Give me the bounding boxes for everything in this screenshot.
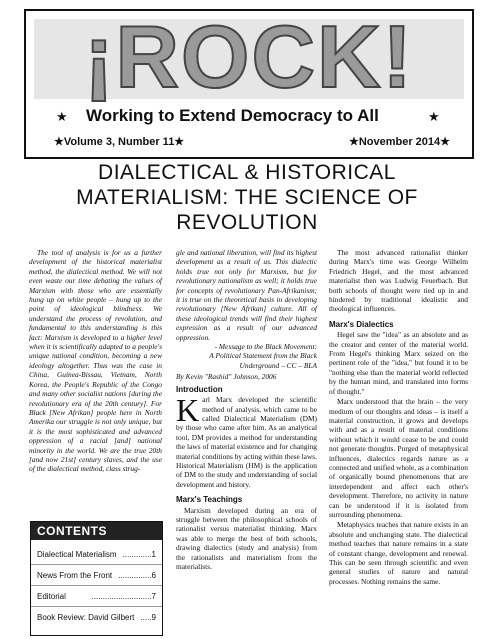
toc-page: ...........................7 [91,591,156,601]
column-1 [29,248,162,474]
toc-entry[interactable] [31,585,162,606]
epigraph-attribution: A Political Statement from the Black [209,351,317,361]
paragraph: Hegel saw the "idea" as an absolute and as the creator and center of the material world. From Hegel's thinking Marx seized on the pertinent role of the "idea," but found it to be "nothing else than the material world reflected by the human mind, and translated into forms of thought." [329,330,468,396]
issue-volume: ★Volume 3, Number 11★ [54,136,185,148]
column-3 [329,248,468,587]
toc-entry[interactable] [31,606,162,627]
issue-date: ★November 2014★ [348,136,450,148]
intro-paragraph [176,392,318,489]
toc-entry[interactable] [31,564,162,585]
toc-page: .............1 [122,549,156,559]
section-heading: Introduction [176,384,223,394]
byline: By Kevin "Rashid" Johnson, 2006 [176,372,277,382]
paragraph: The most advanced rationalist thinker during Marx's time was George Wilhelm Friedrich Hegel, and the most advanced materialist then was Ludwig Feuerbach. But both schools of thought were tied up in and hindered by traditional idealistic and theological influences. [329,248,468,314]
toc-page: ...............6 [118,570,156,580]
star-icon: ★ [56,109,68,124]
logo-box [34,7,464,106]
section-heading: Marx's Dialectics [329,319,394,329]
toc-label: Book Review: David Gilbert [37,612,135,622]
epigraph-continued: gle and national liberation, will find its highest development as a result of us. This dialectic holds true not only for Marxism, but for revolutionary nationalism as well; it holds true for concepts of revolutionary Pan-Afrikanism; it is true on the theoretical basis in developing revolutionary [New Afrikan] culture. All of these ideological trends will find their highest expression as a result of our advanced oppression. [176,248,317,342]
toc-label: News From the Front [37,570,113,580]
article-headline [20,160,474,235]
toc-page: .....9 [140,612,156,622]
masthead [24,9,474,159]
newsletter-logo: ¡ROCK! [84,7,414,106]
star-icon: ★ [428,109,440,124]
intro-text: arl Marx developed the scientific method of analysis, which came to be called Dialectical Materialism (DM) by those who came after him. As an analytical tool, DM provides a method for understanding the laws of material existence and for changing material conditions by acting within these laws. Historical Materialism (HM) is the application of DM to the study and understanding of social development and history. [176,395,318,489]
contents-heading: CONTENTS [31,522,162,540]
contents-box [30,521,163,636]
paragraph: Metaphysics teaches that nature exists in an absolute and unchanging state. The dialectical method teaches that nature remains in a state of constant change, development and renewal. This can be seen through scientific and even general studies of nature and natural processes. Nothing remains the same. [329,520,468,586]
epigraph-text: The tool of analysis is for us a further development of the historical materialist method, the dialectical method. We will not even waste our time debating the values of Marxism with those who are essentially hung up on white people – hung up to the point of ideological blindness. We understand the process of revolution, and fundamental to this understanding is this fact: Marxism is developed to a higher level when it is scientifically adapted to a people's unique national condition, becoming a new ideology altogether. Thus was the case in China, Guinea-Bissau, Vietnam, North Korea, the People's Republic of the Congo and many other socialist nations [during the revolutionary era of the 20th century]. For Black [New Afrikan] people here in North Amerika our struggle is not only unique, but it is the most sophisticated and advanced oppression of a racial [and] national minority in the world. We are the true 20th [and now 21st] century slaves, and the use of the dialectical method, class strug- [29,248,162,474]
headline-line: REVOLUTION [176,211,318,234]
drop-cap: K [176,392,200,429]
column-2 [176,248,317,572]
issue-row [26,135,472,153]
headline-line: DIALECTICAL & HISTORICAL [98,161,396,184]
tagline-row [26,106,472,130]
toc-label: Dialectical Materialism [37,549,117,559]
toc-label: Editorial [37,591,66,601]
headline-line: MATERIALISM: THE SCIENCE OF [76,186,418,209]
paragraph: Marx understood that the brain – the very medium of our thoughts and ideas – is itself a material construction, it grows and develops with and as a result of material conditions without which it would cease to be and could not generate thoughts. Purged of metaphysical influences, dialectics regards nature as a connected and unified whole, as a combination of organically bound phenomenons that are interdependent and affect each other's development. Therefore, no activity in nature can be understood if it is isolated from surrounding phenomena. [329,397,468,519]
tagline: Working to Extend Democracy to All [86,106,379,125]
epigraph-attribution: Underground – CC – BLA [239,360,317,370]
paragraph: Marxism developed during an era of struggle between the philosophical schools of rationalist versus materialist thinking. Marx was able to merge the best of both schools, drawing dialectics (study and analysis) from the rationalists and materialism from the materialists. [176,505,317,571]
toc-entry[interactable] [31,544,162,564]
epigraph-attribution: - Message to the Black Movement: [214,342,317,352]
section-heading: Marx's Teachings [176,495,243,505]
